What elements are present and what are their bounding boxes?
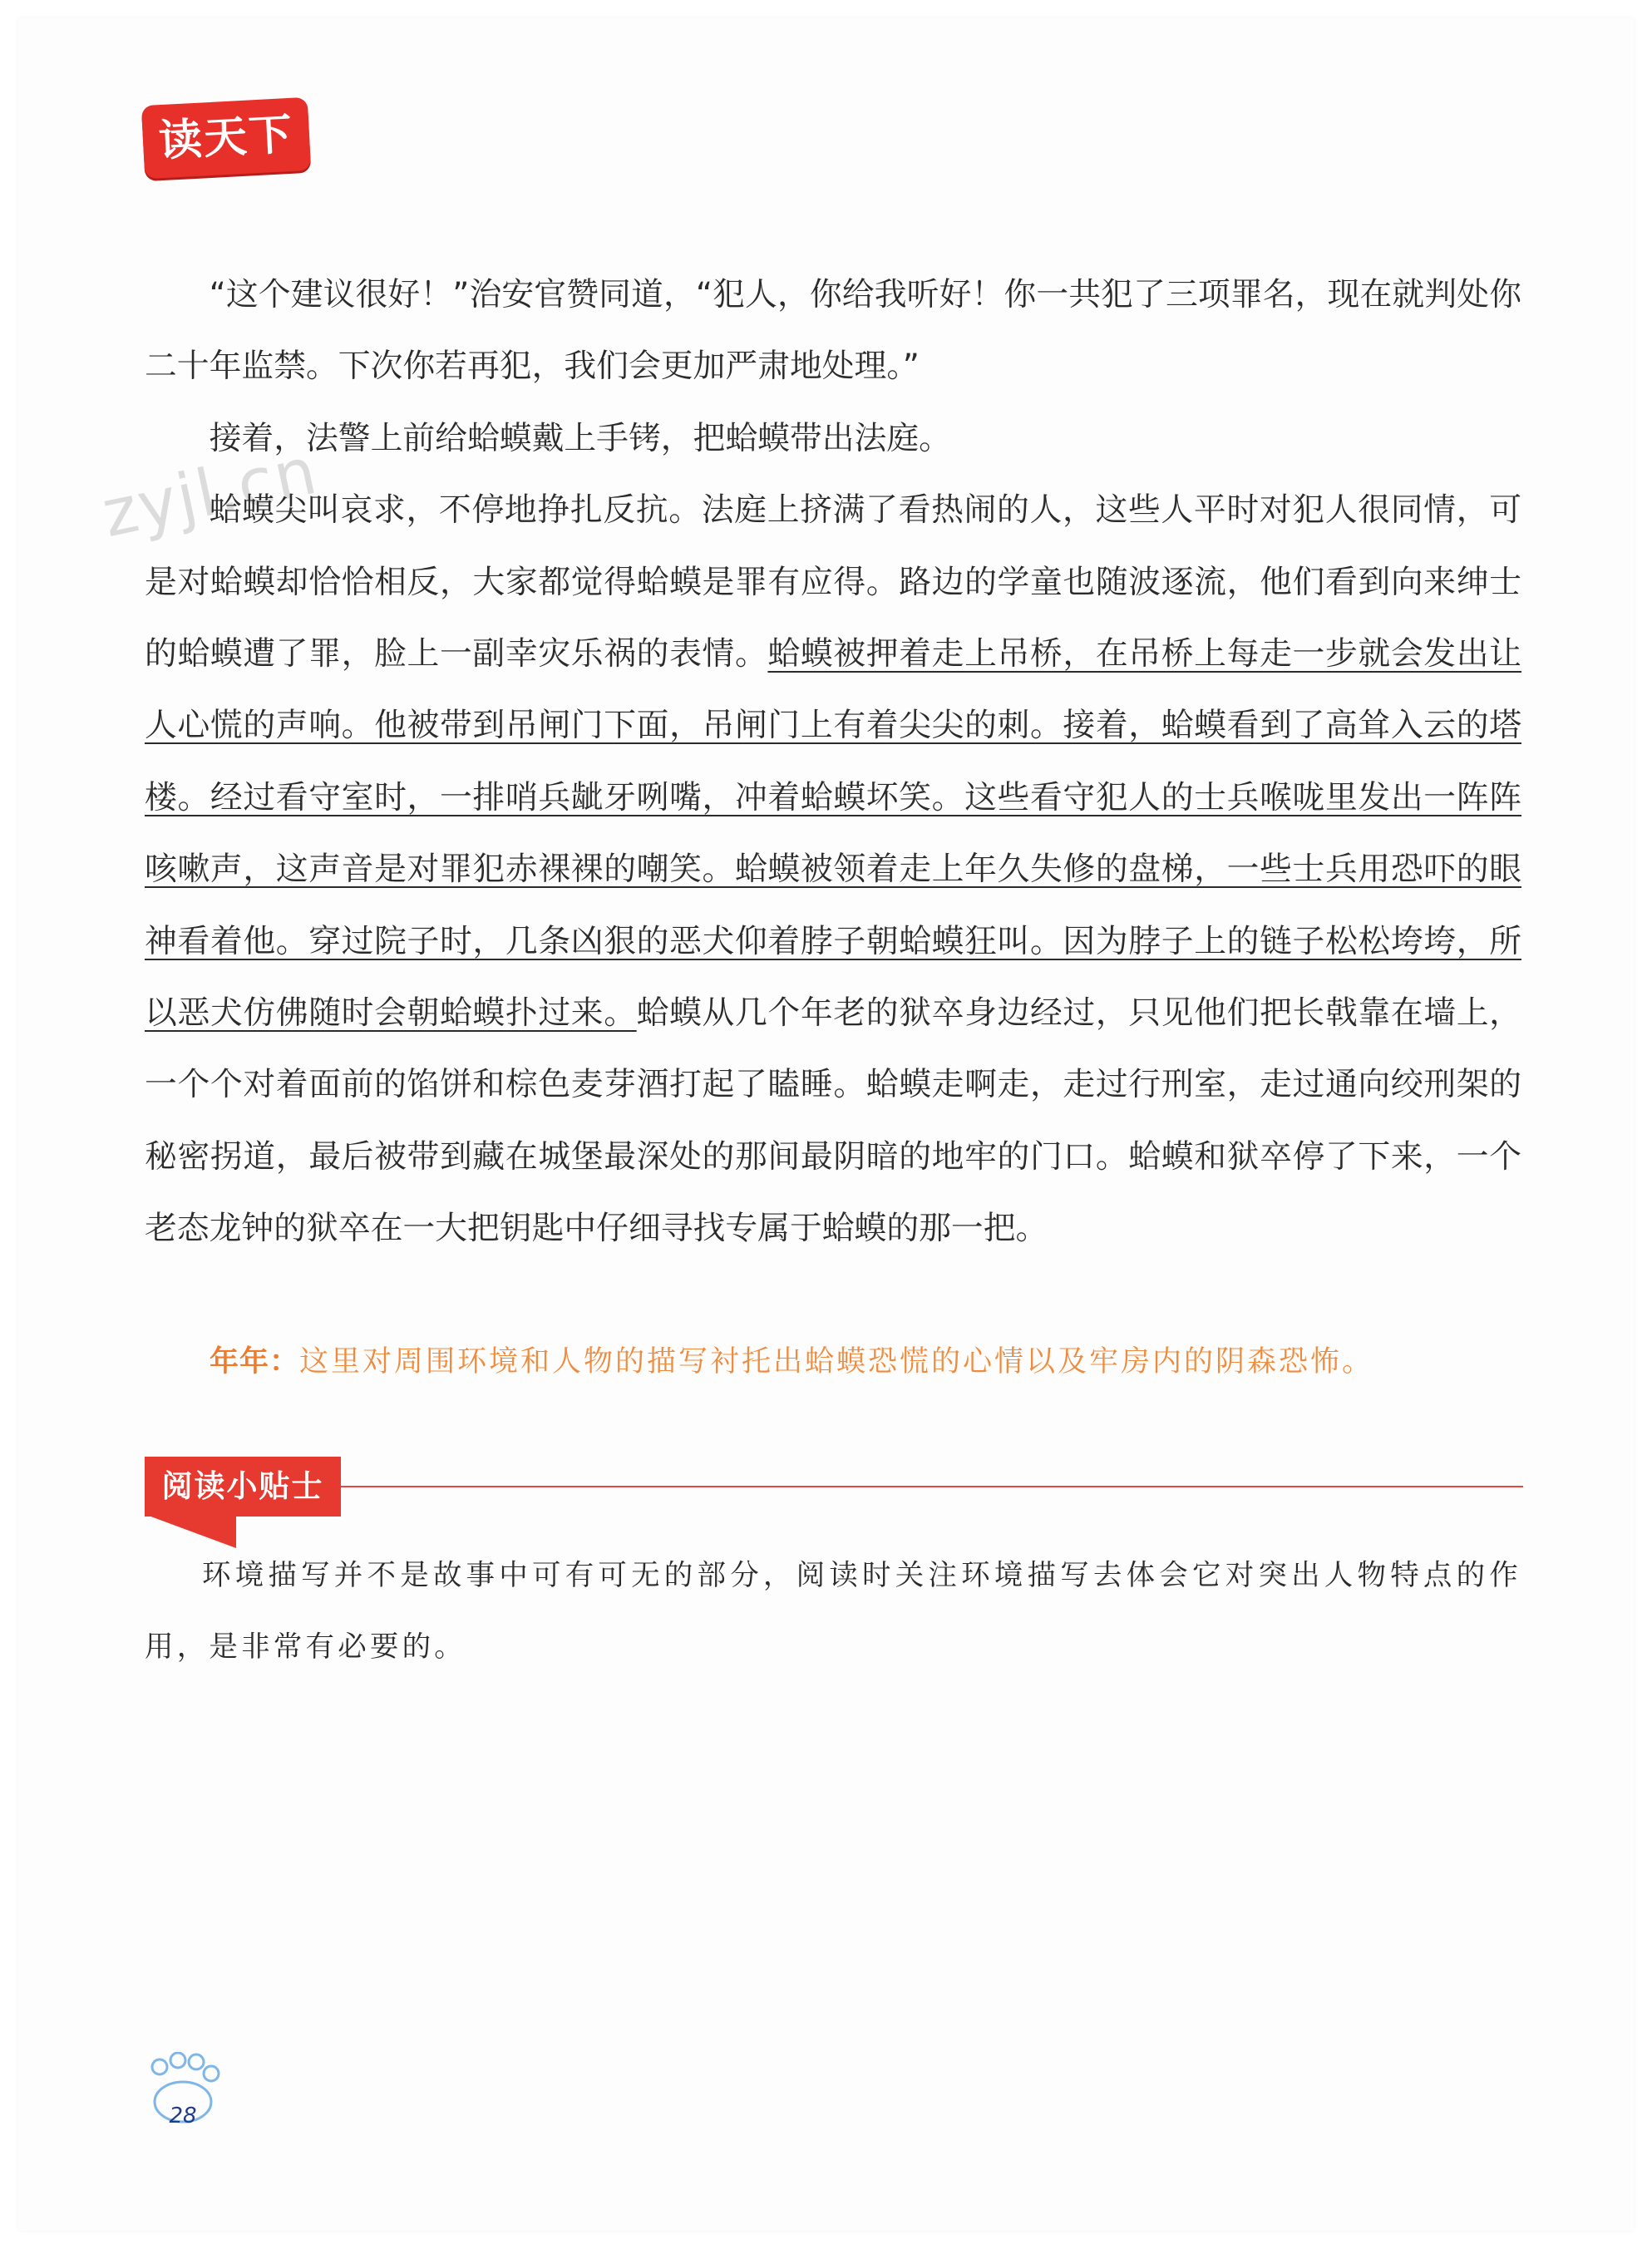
story-paragraph-3	[145, 475, 1521, 1265]
comment-speaker: 年年：	[210, 1345, 300, 1378]
story-plain-start: 蛤蟆尖叫哀求，不停地挣扎反抗。法庭上挤满了看热闹的人，这些人平时对犯人很同情，可是对蛤蟆却恰恰相反，大家都觉得蛤蟆是罪有应得。路边的学童也随波逐流，他们看到向来绅士的蛤蟆遭了罪，脸上一副幸灾乐祸的表情。	[145, 491, 1521, 673]
story-underlined-passage: 蛤蟆被押着走上吊桥，在吊桥上每走一步就会发出让人心慌的声响。他被带到吊闸门下面，吊闸门上有着尖尖的刺。接着，蛤蟆看到了高耸入云的塔楼。经过看守室时，一排哨兵龇牙咧嘴，冲着蛤蟆坏笑。这些看守犯人的士兵喉咙里发出一阵阵咳嗽声，这声音是对罪犯赤裸裸的嘲笑。蛤蟆被领着走上年久失修的盘梯，一些士兵用恐吓的眼神看着他。穿过院子时，几条凶狠的恶犬仰着脖子朝蛤蟆狂叫。因为脖子上的链子松松垮垮，所以恶犬仿佛随时会朝蛤蟆扑过来。	[145, 635, 1521, 1033]
story-text	[145, 259, 1521, 1265]
reader-comment	[210, 1339, 1540, 1385]
tips-title-banner: 阅读小贴士	[145, 1457, 341, 1517]
watermark: zyjl.cn	[96, 433, 325, 553]
story-plain-end: 蛤蟆从几个年老的狱卒身边经过，只见他们把长戟靠在墙上，一个个对着面前的馅饼和棕色麦芽酒打起了瞌睡。蛤蟆走啊走，走过行刑室，走过通向绞刑架的秘密拐道，最后被带到藏在城堡最深处的那间最阴暗的地牢的门口。蛤蟆和狱卒停了下来，一个老态龙钟的狱卒在一大把钥匙中仔细寻找专属于蛤蟆的那一把。	[145, 994, 1521, 1248]
tips-divider-line	[316, 1486, 1523, 1487]
brand-logo: 读天下	[141, 97, 311, 179]
tips-paragraph: 环境描写并不是故事中可有可无的部分，阅读时关注环境描写去体会它对突出人物特点的作用，是非常有必要的。	[145, 1559, 1521, 1664]
comment-text: 这里对周围环境和人物的描写衬托出蛤蟆恐慌的心情以及牢房内的阴森恐怖。	[299, 1345, 1374, 1378]
page-number: 28	[169, 2104, 197, 2128]
tips-text	[145, 1540, 1521, 1683]
story-paragraph-1: “这个建议很好！”治安官赞同道，“犯人，你给我听好！你一共犯了三项罪名，现在就判处你二十年监禁。下次你若再犯，我们会更加严肃地处理。”	[145, 276, 1521, 386]
story-paragraph-2: 接着，法警上前给蛤蟆戴上手铐，把蛤蟆带出法庭。	[209, 419, 951, 457]
